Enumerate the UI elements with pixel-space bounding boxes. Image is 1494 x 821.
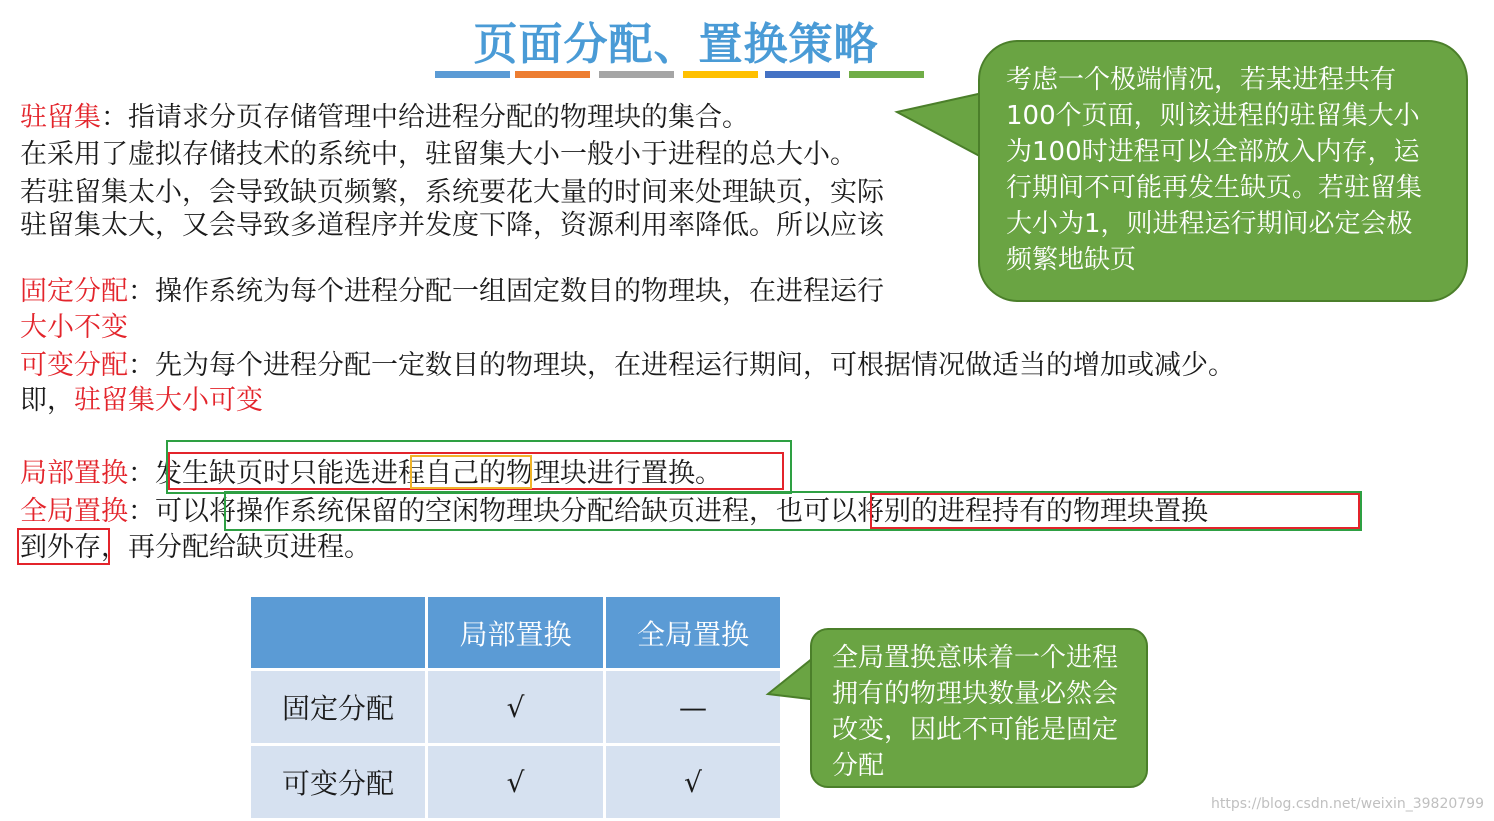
term-local-replacement: 局部置换 xyxy=(20,458,128,489)
title-bar xyxy=(765,71,840,78)
local-replacement-colon: ： xyxy=(128,458,155,489)
callout-global-replacement-note xyxy=(810,628,1148,788)
highlight-box-to-disk xyxy=(17,528,110,565)
table-row xyxy=(250,670,782,745)
title-bar xyxy=(683,71,758,78)
definition-text: ：指请求分页存储管理中给进程分配的物理块的集合。 xyxy=(101,102,749,133)
table-row-label: 固定分配 xyxy=(250,670,427,745)
table-cell: — xyxy=(605,670,782,745)
highlight-box-own-process xyxy=(410,455,532,489)
global-replacement-free-blocks: 将操作系统保留的空闲物理块分配给缺页进程， xyxy=(209,496,776,527)
term-fixed-allocation: 固定分配 xyxy=(20,276,128,307)
title-bar xyxy=(849,71,924,78)
allocation-replacement-table xyxy=(248,594,783,821)
table-cell: √ xyxy=(427,670,605,745)
callout-extreme-case-text: 考虑一个极端情况，若某进程共有100个页面，则该进程的驻留集大小为100时进程可以全部放入内存，运行期间不可能再发生缺页。若驻留集大小为1，则进程运行期间必定会极频繁地缺页 xyxy=(1006,65,1423,275)
watermark: https://blog.csdn.net/weixin_39820799 xyxy=(1210,796,1484,812)
variable-allocation-text: ：先为每个进程分配一定数目的物理块，在进程运行期间，可根据情况做适当的增加或减少。 xyxy=(128,350,1235,381)
page-title: 页面分配、置换策略 xyxy=(473,19,879,70)
resident-set-line2: 在采用了虚拟存储技术的系统中，驻留集大小一般小于进程的总大小。 xyxy=(20,139,857,170)
title-bar xyxy=(599,71,674,78)
variable-allocation-emphasis: 驻留集大小可变 xyxy=(74,385,263,416)
table-row xyxy=(250,745,782,820)
table-header-local-replacement: 局部置换 xyxy=(427,596,605,670)
global-replacement-text1: ：可以 xyxy=(128,496,209,527)
table-corner-cell xyxy=(250,596,427,670)
term-resident-set: 驻留集 xyxy=(20,102,101,133)
table-cell: √ xyxy=(427,745,605,820)
variable-allocation-definition xyxy=(20,348,1235,383)
fixed-allocation-line2: 大小不变 xyxy=(20,312,128,343)
fixed-allocation-definition xyxy=(20,274,884,309)
global-replacement-text5: ，再分配给缺页进程。 xyxy=(101,532,371,563)
variable-allocation-line2 xyxy=(20,383,263,418)
title-bar xyxy=(435,71,510,78)
resident-set-line4: 驻留集太大，又会导致多道程序并发度下降，资源利用率降低。所以应该 xyxy=(20,210,884,241)
term-global-replacement: 全局置换 xyxy=(20,496,128,527)
fixed-allocation-text: ：操作系统为每个进程分配一组固定数目的物理块，在进程运行 xyxy=(128,276,884,307)
term-variable-allocation: 可变分配 xyxy=(20,350,128,381)
global-replacement-to-disk: 到外存 xyxy=(20,532,101,563)
global-replacement-swap-others: 也可以将别的进程持有的物理块置换 xyxy=(776,496,1208,527)
table-header-global-replacement: 全局置换 xyxy=(605,596,782,670)
resident-set-line3: 若驻留集太小，会导致缺页频繁，系统要花大量的时间来处理缺页，实际 xyxy=(20,177,884,208)
table-header-row xyxy=(250,596,782,670)
local-replacement-end: 。 xyxy=(695,458,722,489)
local-replacement-part1: 发生缺页时只能选 xyxy=(155,458,371,489)
variable-allocation-prefix: 即， xyxy=(20,385,74,416)
resident-set-definition xyxy=(20,100,749,135)
callout-global-replacement-text: 全局置换意味着一个进程拥有的物理块数量必然会改变，因此不可能是固定分配 xyxy=(832,643,1119,781)
table-row-label: 可变分配 xyxy=(250,745,427,820)
local-replacement-own-process: 进程自己 xyxy=(371,458,479,489)
local-replacement-part3: 的物理块进行置换 xyxy=(479,458,695,489)
callout-extreme-case xyxy=(978,40,1468,302)
table-cell: √ xyxy=(605,745,782,820)
title-bar xyxy=(515,71,590,78)
highlight-box-global-red xyxy=(870,493,1360,529)
